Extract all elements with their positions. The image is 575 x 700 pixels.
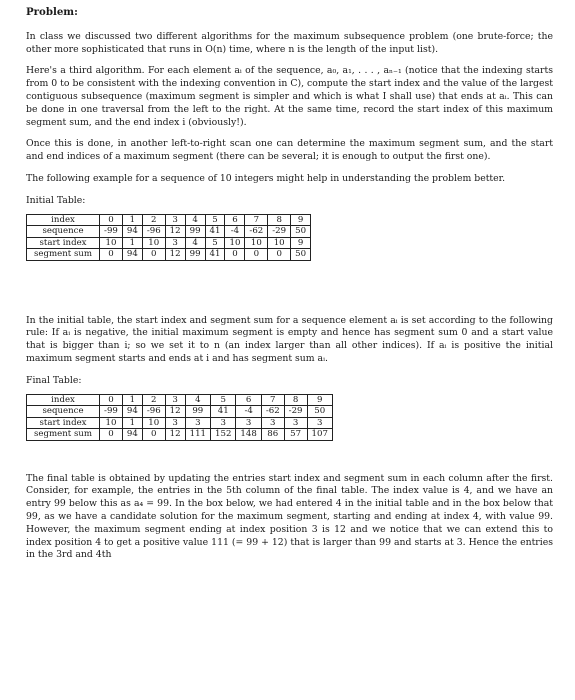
paragraph-initial-rule: In the initial table, the start index and segment sum for a sequence element aᵢ is set according to the following rule: If aᵢ is negative, the initial maximum segment is empty and hence has segment sum 0 and a start value that is bigger than i; so we set it to n (an index larger than all other indices). If aᵢ is positive the initial maximum segment starts and ends at i and has segment sum aᵢ.: [26, 314, 553, 364]
final-table-label: Final Table:: [26, 374, 82, 386]
final-table-body: [27, 394, 333, 440]
table-row: [27, 394, 333, 406]
table-cell: 4: [185, 214, 205, 226]
table-cell: 99: [185, 249, 205, 261]
table-cell: 3: [165, 417, 185, 429]
table-cell: 2: [142, 214, 165, 226]
row-header-cell: segment sum: [27, 249, 100, 261]
initial-table-body: [27, 214, 311, 260]
table-row: [27, 249, 311, 261]
table-cell: 1: [122, 214, 142, 226]
table-cell: 50: [291, 226, 311, 238]
table-cell: 99: [185, 226, 205, 238]
table-cell: 50: [307, 406, 332, 418]
table-cell: 6: [225, 214, 245, 226]
table-cell: 3: [284, 417, 307, 429]
table-cell: 0: [100, 214, 123, 226]
table-cell: -96: [142, 226, 165, 238]
table-cell: 94: [122, 249, 142, 261]
table-cell: 3: [236, 417, 261, 429]
table-cell: 0: [245, 249, 268, 261]
table-cell: 94: [122, 226, 142, 238]
table-cell: 12: [165, 226, 185, 238]
table-cell: 41: [205, 226, 225, 238]
table-cell: -4: [225, 226, 245, 238]
paragraph-scan: Once this is done, in another left-to-right scan one can determine the maximum segment sum, and the start and end indices of a maximum segment (there can be several; it is enough to output the first one).: [26, 138, 553, 163]
table-cell: 8: [284, 394, 307, 406]
table-cell: 0: [268, 249, 291, 261]
table-cell: -99: [100, 226, 123, 238]
table-cell: 0: [100, 249, 123, 261]
table-cell: 10: [142, 237, 165, 249]
row-header-cell: index: [27, 394, 100, 406]
table-cell: 3: [165, 237, 185, 249]
table-cell: 12: [165, 406, 185, 418]
table-cell: 8: [268, 214, 291, 226]
table-cell: 9: [307, 394, 332, 406]
table-cell: 12: [165, 249, 185, 261]
table-cell: 3: [307, 417, 332, 429]
table-cell: 6: [236, 394, 261, 406]
table-cell: 5: [205, 214, 225, 226]
table-row: [27, 406, 333, 418]
table-cell: 10: [100, 237, 123, 249]
table-cell: 148: [236, 429, 261, 441]
table-cell: 3: [185, 417, 210, 429]
table-cell: 10: [268, 237, 291, 249]
table-cell: 3: [261, 417, 284, 429]
table-cell: 9: [291, 214, 311, 226]
table-cell: 4: [185, 394, 210, 406]
table-cell: -29: [268, 226, 291, 238]
table-row: [27, 237, 311, 249]
table-row: [27, 429, 333, 441]
table-row: [27, 214, 311, 226]
table-cell: 1: [122, 417, 142, 429]
table-cell: -99: [100, 406, 123, 418]
table-cell: 3: [211, 417, 236, 429]
table-cell: 12: [165, 429, 185, 441]
table-cell: 7: [261, 394, 284, 406]
table-cell: 41: [211, 406, 236, 418]
table-cell: 0: [225, 249, 245, 261]
table-cell: 7: [245, 214, 268, 226]
paragraph-final-explanation: The final table is obtained by updating the entries start index and segment sum in each column after the first. Consider, for example, the entries in the 5th column of the final table. The index value is 4, and we have an entry 99 below this as a₄ = 99. In the box below, we had entered 4 in the initial table and in the box below that 99, as we have a candidate solution for the maximum segment, starting and ending at index 4, with value 99. However, the maximum segment ending at index position 3 is 12 and we notice that we can extend this to index position 4 to get a positive value 111 (= 99 + 12) that is larger than 99 and starts at 3. Hence the entries in the 3rd and 4th: [26, 472, 553, 561]
table-cell: 94: [122, 406, 142, 418]
table-cell: -62: [261, 406, 284, 418]
table-cell: 0: [142, 429, 165, 441]
row-header-cell: start index: [27, 417, 100, 429]
table-cell: 10: [225, 237, 245, 249]
table-cell: 5: [205, 237, 225, 249]
table-row: [27, 226, 311, 238]
table-cell: 99: [185, 406, 210, 418]
table-cell: 111: [185, 429, 210, 441]
table-cell: 5: [211, 394, 236, 406]
table-cell: 10: [245, 237, 268, 249]
spacer: [26, 261, 553, 315]
table-cell: 0: [100, 429, 123, 441]
table-cell: 94: [122, 429, 142, 441]
row-header-cell: start index: [27, 237, 100, 249]
initial-table: [26, 214, 311, 261]
table-cell: 0: [100, 394, 123, 406]
row-header-cell: sequence: [27, 226, 100, 238]
spacer: [26, 441, 553, 473]
table-cell: -4: [236, 406, 261, 418]
table-cell: 41: [205, 249, 225, 261]
table-cell: 107: [307, 429, 332, 441]
paragraph-intro: In class we discussed two different algorithms for the maximum subsequence problem (one brute-force; the other more sophisticated that runs in O(n) time, where n is the length of the input list).: [26, 30, 553, 55]
table-cell: 1: [122, 237, 142, 249]
table-row: [27, 417, 333, 429]
table-cell: 50: [291, 249, 311, 261]
table-cell: -29: [284, 406, 307, 418]
row-header-cell: sequence: [27, 406, 100, 418]
table-cell: 2: [142, 394, 165, 406]
table-cell: 10: [142, 417, 165, 429]
table-cell: 3: [165, 394, 185, 406]
row-header-cell: index: [27, 214, 100, 226]
table-cell: 57: [284, 429, 307, 441]
table-cell: 1: [122, 394, 142, 406]
initial-table-label: Initial Table:: [26, 194, 86, 206]
table-cell: -62: [245, 226, 268, 238]
table-cell: 86: [261, 429, 284, 441]
paragraph-algorithm: Here's a third algorithm. For each element aᵢ of the sequence, a₀, a₁, . . . , aₙ₋₁ (notice that the indexing starts from 0 to be consistent with the indexing convention in C), compute the start index and the value of the largest contiguous subsequence (maximum segment is simpler and which is what I shall use) that ends at aᵢ. This can be done in one traversal from the left to the right. At the same time, record the start index of this maximum segment sum, and the end index i (obviously!).: [26, 65, 553, 128]
problem-heading: Problem:: [26, 6, 78, 18]
table-cell: -96: [142, 406, 165, 418]
paragraph-example: The following example for a sequence of 10 integers might help in understanding the problem better.: [26, 172, 506, 184]
table-cell: 152: [211, 429, 236, 441]
table-cell: 4: [185, 237, 205, 249]
table-cell: 0: [142, 249, 165, 261]
table-cell: 3: [165, 214, 185, 226]
row-header-cell: segment sum: [27, 429, 100, 441]
final-table: [26, 394, 333, 441]
table-cell: 9: [291, 237, 311, 249]
table-cell: 10: [100, 417, 123, 429]
